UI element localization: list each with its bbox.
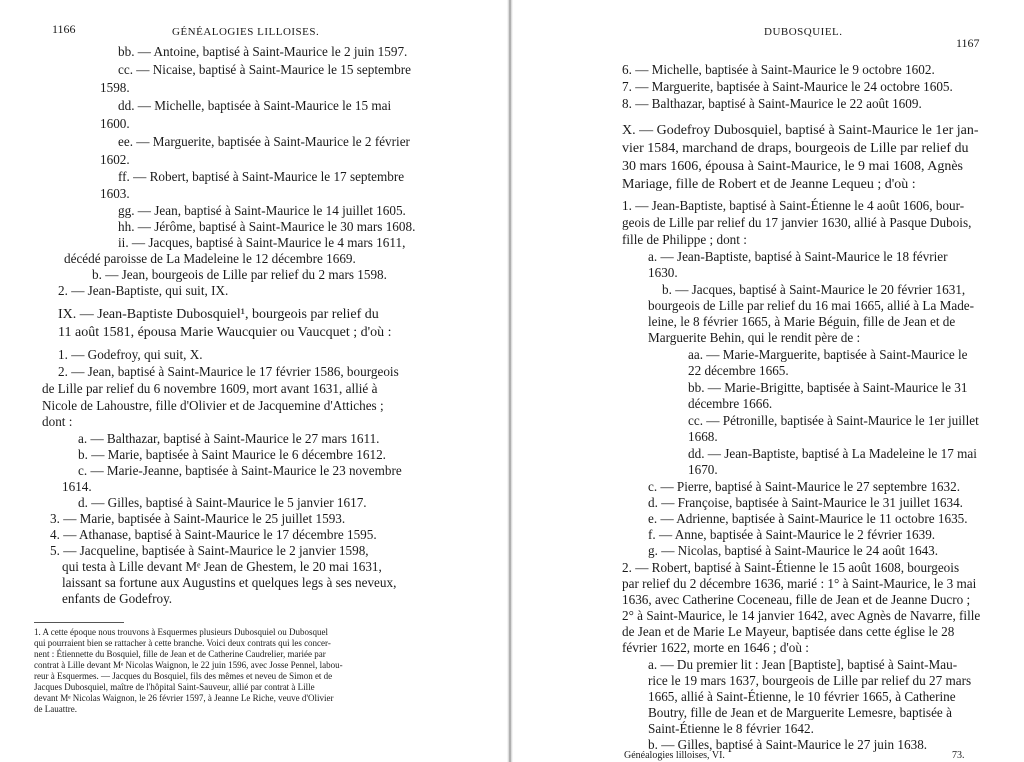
text-line: de Jean et de Marie Le Mayeur, baptisée dans cette église le 28 [622, 624, 955, 639]
text-line: 4. — Athanase, baptisé à Saint-Maurice le 17 décembre 1595. [50, 527, 377, 542]
text-line: de Lille par relief du 6 novembre 1609, mort avant 1631, allié à [42, 381, 378, 396]
text-line: enfants de Godefroy. [62, 591, 173, 606]
footnote-rule [34, 622, 124, 623]
footnote-line: de Lauattre. [34, 704, 77, 714]
text-line: 1603. [100, 186, 130, 201]
right-page-number: 1167 [956, 36, 980, 50]
text-line: d. — Françoise, baptisée à Saint-Maurice le 31 juillet 1634. [648, 495, 963, 510]
text-line: février 1622, morte en 1646 ; d'où : [622, 640, 809, 655]
footnote-line: reur à Esquermes. — Jacques du Bosquiel, fils des mêmes et neveu de Simon et de [34, 671, 333, 681]
text-line: bourgeois de Lille par relief du 16 mai 1665, allié à La Made- [648, 298, 975, 313]
text-line: 1670. [688, 462, 718, 477]
footnote-line: Jacques Dubosquiel, maître de l'hôpital Saint-Sauveur, allié par contrat à Lille [34, 682, 315, 692]
text-line: 1636, avec Catherine Coceneau, fille de Jean et de Jeanne Ducro ; [622, 592, 971, 607]
text-line: 2. — Jean, baptisé à Saint-Maurice le 17 février 1586, bourgeois [58, 364, 399, 379]
text-line: b. — Jean, bourgeois de Lille par relief du 2 mars 1598. [92, 267, 387, 282]
text-line: e. — Adrienne, baptisée à Saint-Maurice le 11 octobre 1635. [648, 511, 968, 526]
text-line: bb. — Antoine, baptisé à Saint-Maurice le 2 juin 1597. [118, 44, 408, 59]
text-line: a. — Jean-Baptiste, baptisé à Saint-Maurice le 18 février [648, 249, 948, 264]
text-line: vier 1584, marchand de draps, bourgeois de Lille par relief du [622, 141, 969, 156]
text-line: 30 mars 1606, épousa à Saint-Maurice, le 9 mai 1608, Agnès [622, 159, 963, 174]
text-line: ii. — Jacques, baptisé à Saint-Maurice le 4 mars 1611, [118, 235, 406, 250]
text-line: dont : [42, 414, 73, 429]
text-line: 1. — Jean-Baptiste, baptisé à Saint-Étienne le 4 août 1606, bour- [622, 198, 965, 213]
text-line: 2. — Jean-Baptiste, qui suit, IX. [58, 283, 229, 298]
text-line: cc. — Nicaise, baptisé à Saint-Maurice le 15 septembre [118, 62, 411, 77]
text-line: Mariage, fille de Robert et de Jeanne Lequeu ; d'où : [622, 177, 916, 192]
text-line: 6. — Michelle, baptisée à Saint-Maurice le 9 octobre 1602. [622, 62, 935, 77]
text-line: leine, le 8 février 1665, à Marie Béguin, fille de Jean et de [648, 314, 956, 329]
text-line: b. — Marie, baptisée à Saint Maurice le 6 décembre 1612. [78, 447, 386, 462]
text-line: ff. — Robert, baptisé à Saint-Maurice le 17 septembre [118, 169, 405, 184]
text-line: g. — Nicolas, baptisé à Saint-Maurice le 24 août 1643. [648, 543, 939, 558]
footer-signature: 73. [952, 750, 965, 761]
text-line: b. — Jacques, baptisé à Saint-Maurice le 20 février 1631, [662, 282, 966, 297]
text-line: hh. — Jérôme, baptisé à Saint-Maurice le 30 mars 1608. [118, 219, 416, 234]
text-line: Saint-Étienne le 8 février 1642. [648, 721, 814, 736]
footnote-line: 1. A cette époque nous trouvons à Esquermes plusieurs Dubosquiel ou Dubosquel [34, 627, 328, 637]
text-line: laissant sa fortune aux Augustins et quelques legs à ses neveux, [62, 575, 397, 590]
text-line: geois de Lille par relief du 17 janvier 1630, allié à Pasque Dubois, [622, 215, 972, 230]
text-line: décédé paroisse de La Madeleine le 12 décembre 1669. [64, 251, 356, 266]
text-line: 1. — Godefroy, qui suit, X. [58, 347, 203, 362]
text-line: Nicole de Lahoustre, fille d'Olivier et de Jacquemine d'Attiches ; [42, 398, 384, 413]
footnote-line: nent : Étiennette du Bosquiel, fille de Jean et de Catherine Caudrelier, mariée par [34, 649, 326, 659]
footnote-line: devant Mᵉ Nicolas Waignon, le 26 février 1597, à Jeanne Le Riche, veuve d'Olivier [34, 693, 334, 703]
text-line: a. — Balthazar, baptisé à Saint-Maurice le 27 mars 1611. [78, 431, 380, 446]
text-line: c. — Marie-Jeanne, baptisée à Saint-Maurice le 23 novembre [78, 463, 402, 478]
footer-title: Généalogies lilloises, VI. [624, 750, 725, 761]
text-line: Boutry, fille de Jean et de Marguerite Lemesre, baptisée à [648, 705, 952, 720]
footnote-line: contrat à Lille devant Mᵉ Nicolas Waignon, le 22 juin 1596, avec Josse Pennel, labou- [34, 660, 343, 670]
text-line: décembre 1666. [688, 396, 773, 411]
text-line: aa. — Marie-Marguerite, baptisée à Saint-Maurice le [688, 347, 968, 362]
footnote-line: qui pourraient bien se rattacher à cette branche. Voici deux contrats qui les concer- [34, 638, 331, 648]
text-line: cc. — Pétronille, baptisée à Saint-Maurice le 1er juillet [688, 413, 979, 428]
text-line: ee. — Marguerite, baptisée à Saint-Maurice le 2 février [118, 134, 410, 149]
section-heading: X. — Godefroy Dubosquiel, baptisé à Saint-Maurice le 1er jan- [622, 123, 979, 138]
text-line: 11 août 1581, épousa Marie Waucquier ou Vaucquet ; d'où : [58, 325, 392, 340]
left-page [0, 0, 508, 762]
text-line: dd. — Jean-Baptiste, baptisé à La Madeleine le 17 mai [688, 446, 977, 461]
section-heading: IX. — Jean-Baptiste Dubosquiel¹, bourgeois par relief du [58, 307, 379, 322]
text-line: rice le 19 mars 1637, bourgeois de Lille par relief du 27 mars [648, 673, 972, 688]
text-line: par relief du 2 décembre 1636, marié : 1° à Saint-Maurice, le 3 mai [622, 576, 977, 591]
text-line: 1665, allié à Saint-Étienne, le 10 février 1665, à Catherine [648, 689, 956, 704]
text-line: dd. — Michelle, baptisée à Saint-Maurice le 15 mai [118, 98, 392, 113]
text-line: 8. — Balthazar, baptisé à Saint-Maurice le 22 août 1609. [622, 96, 922, 111]
text-line: d. — Gilles, baptisé à Saint-Maurice le 5 janvier 1617. [78, 495, 367, 510]
left-running-head: GÉNÉALOGIES LILLOISES. [172, 26, 320, 38]
text-line: 5. — Jacqueline, baptisée à Saint-Maurice le 2 janvier 1598, [50, 543, 369, 558]
text-line: 22 décembre 1665. [688, 363, 789, 378]
text-line: c. — Pierre, baptisé à Saint-Maurice le 27 septembre 1632. [648, 479, 961, 494]
right-page [512, 0, 1024, 762]
text-line: 1600. [100, 116, 130, 131]
text-line: bb. — Marie-Brigitte, baptisée à Saint-Maurice le 31 [688, 380, 968, 395]
text-line: 7. — Marguerite, baptisée à Saint-Maurice le 24 octobre 1605. [622, 79, 953, 94]
text-line: 1668. [688, 429, 718, 444]
text-line: 1614. [62, 479, 92, 494]
text-line: b. — Gilles, baptisé à Saint-Maurice le 27 juin 1638. [648, 737, 928, 752]
text-line: 1602. [100, 152, 130, 167]
text-line: Marguerite Behin, qui le rendit père de : [648, 330, 861, 345]
text-line: qui testa à Lille devant Mᵉ Jean de Ghestem, le 20 mai 1631, [62, 559, 382, 574]
right-running-head: DUBOSQUIEL. [764, 26, 843, 38]
text-line: 3. — Marie, baptisée à Saint-Maurice le 25 juillet 1593. [50, 511, 346, 526]
text-line: 1630. [648, 265, 678, 280]
text-line: fille de Philippe ; dont : [622, 232, 747, 247]
text-line: 1598. [100, 80, 130, 95]
text-line: f. — Anne, baptisée à Saint-Maurice le 2 février 1639. [648, 527, 936, 542]
text-line: gg. — Jean, baptisé à Saint-Maurice le 14 juillet 1605. [118, 203, 406, 218]
text-line: a. — Du premier lit : Jean [Baptiste], baptisé à Saint-Mau- [648, 657, 958, 672]
text-line: 2. — Robert, baptisé à Saint-Étienne le 15 août 1608, bourgeois [622, 560, 960, 575]
left-page-number: 1166 [52, 22, 76, 36]
text-line: 2° à Saint-Maurice, le 14 janvier 1642, avec Agnès de Navarre, fille [622, 608, 981, 623]
